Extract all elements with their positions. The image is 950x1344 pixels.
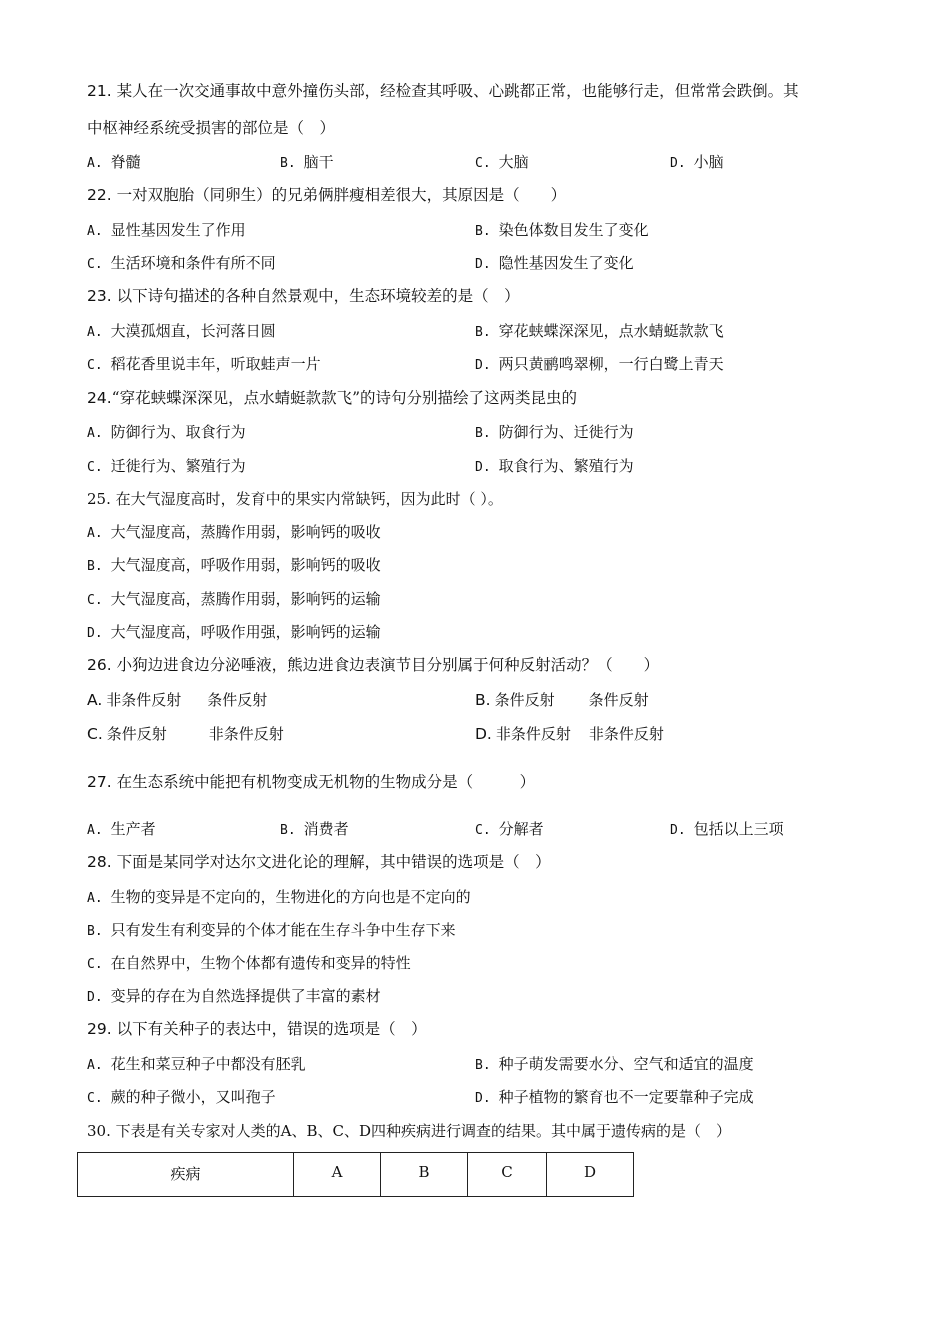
table-header-cell: 疾病	[78, 1153, 294, 1197]
question-30	[87, 1121, 731, 1141]
question-text: 中枢神经系统受损害的部位是（ ）	[87, 119, 336, 137]
option-a: A. 大气湿度高，蒸腾作用弱，影响钙的吸收	[87, 523, 381, 541]
question-text: 在生态系统中能把有机物变成无机物的生物成分是（ ）	[111, 773, 536, 791]
option-a: A. 脊髓	[87, 153, 141, 171]
option-a: A. 生物的变异是不定向的，生物进化的方向也是不定向的	[87, 888, 471, 906]
question-number: 23.	[87, 287, 112, 305]
option-c: C. 分解者	[475, 820, 544, 838]
table-header-cell: C	[468, 1153, 547, 1197]
question-29	[87, 1019, 427, 1039]
question-21-line2	[87, 118, 335, 138]
option-a: A. 显性基因发生了作用	[87, 221, 246, 239]
question-text: 以下有关种子的表达中，错误的选项是（ ）	[111, 1020, 427, 1038]
table-header-cell: B	[381, 1153, 468, 1197]
option-b: B. 穿花蛱蝶深深见，点水蜻蜓款款飞	[475, 322, 724, 340]
question-number: 27.	[87, 773, 112, 791]
question-text: 在大气湿度高时，发育中的果实内常缺钙，因为此时（ ）。	[110, 490, 503, 508]
question-number: 29.	[87, 1020, 112, 1038]
question-26	[87, 655, 659, 675]
option-c: C. 蕨的种子微小，又叫孢子	[87, 1088, 276, 1106]
option-b: B. 染色体数目发生了变化	[475, 221, 649, 239]
question-text: 某人在一次交通事故中意外撞伤头部，经检查其呼吸、心跳都正常，也能够行走，但常常会跌倒。其	[111, 82, 799, 100]
table-row	[78, 1153, 634, 1197]
option-d: D. 非条件反射 非条件反射	[475, 725, 664, 743]
question-number: 28.	[87, 853, 112, 871]
option-d: D. 两只黄鹂鸣翠柳，一行白鹭上青天	[475, 355, 724, 373]
table-header-cell: D	[547, 1153, 634, 1197]
option-c: C. 稻花香里说丰年，听取蛙声一片	[87, 355, 321, 373]
option-d: D. 大气湿度高，呼吸作用强，影响钙的运输	[87, 623, 381, 641]
option-b: B. 消费者	[280, 820, 349, 838]
option-a: A. 防御行为、取食行为	[87, 423, 246, 441]
question-number: 21.	[87, 82, 112, 100]
option-d: D. 包括以上三项	[670, 820, 784, 838]
option-b: B. 种子萌发需要水分、空气和适宜的温度	[475, 1055, 754, 1073]
option-a: A. 非条件反射 条件反射	[87, 691, 268, 709]
question-number: 30.	[87, 1122, 111, 1140]
option-a: A. 花生和菜豆种子中都没有胚乳	[87, 1055, 306, 1073]
question-text: 以下诗句描述的各种自然景观中，生态环境较差的是（ ）	[111, 287, 520, 305]
option-a: A. 生产者	[87, 820, 156, 838]
question-21	[87, 81, 799, 101]
option-c: C. 大气湿度高，蒸腾作用弱，影响钙的运输	[87, 590, 381, 608]
question-text: “穿花蛱蝶深深见，点水蜻蜓款款飞”的诗句分别描绘了这两类昆虫的	[111, 389, 578, 407]
question-number: 25.	[87, 490, 111, 508]
question-23	[87, 286, 520, 306]
question-number: 24.	[87, 389, 112, 407]
question-text: 下面是某同学对达尔文进化论的理解，其中错误的选项是（ ）	[111, 853, 551, 871]
option-c: C. 迁徙行为、繁殖行为	[87, 457, 246, 475]
option-c: C. 在自然界中，生物个体都有遗传和变异的特性	[87, 954, 411, 972]
option-a: A. 大漠孤烟直，长河落日圆	[87, 322, 276, 340]
question-27	[87, 772, 535, 792]
question-28	[87, 852, 551, 872]
question-text: 一对双胞胎（同卵生）的兄弟俩胖瘦相差很大，其原因是（ ）	[111, 186, 567, 204]
option-b: B. 大气湿度高，呼吸作用弱，影响钙的吸收	[87, 556, 381, 574]
question-text: 下表是有关专家对人类的A、B、C、D四种疾病进行调查的结果。其中属于遗传病的是（ ）	[110, 1122, 731, 1140]
option-b: B. 脑干	[280, 153, 334, 171]
option-b: B. 只有发生有利变异的个体才能在生存斗争中生存下来	[87, 921, 456, 939]
question-number: 26.	[87, 656, 112, 674]
disease-table	[77, 1152, 634, 1197]
option-c: C. 条件反射 非条件反射	[87, 725, 284, 743]
option-c: C. 生活环境和条件有所不同	[87, 254, 276, 272]
option-d: D. 隐性基因发生了变化	[475, 254, 634, 272]
table-header-cell: A	[294, 1153, 381, 1197]
option-c: C. 大脑	[475, 153, 529, 171]
option-d: D. 小脑	[670, 153, 724, 171]
option-b: B. 条件反射 条件反射	[475, 691, 649, 709]
option-d: D. 变异的存在为自然选择提供了丰富的素材	[87, 987, 381, 1005]
question-text: 小狗边进食边分泌唾液，熊边进食边表演节目分别属于何种反射活动？（ ）	[111, 656, 660, 674]
question-number: 22.	[87, 186, 112, 204]
question-25	[87, 489, 503, 509]
option-b: B. 防御行为、迁徙行为	[475, 423, 634, 441]
option-d: D. 取食行为、繁殖行为	[475, 457, 634, 475]
option-d: D. 种子植物的繁育也不一定要靠种子完成	[475, 1088, 754, 1106]
question-22	[87, 185, 566, 205]
question-24	[87, 388, 577, 408]
